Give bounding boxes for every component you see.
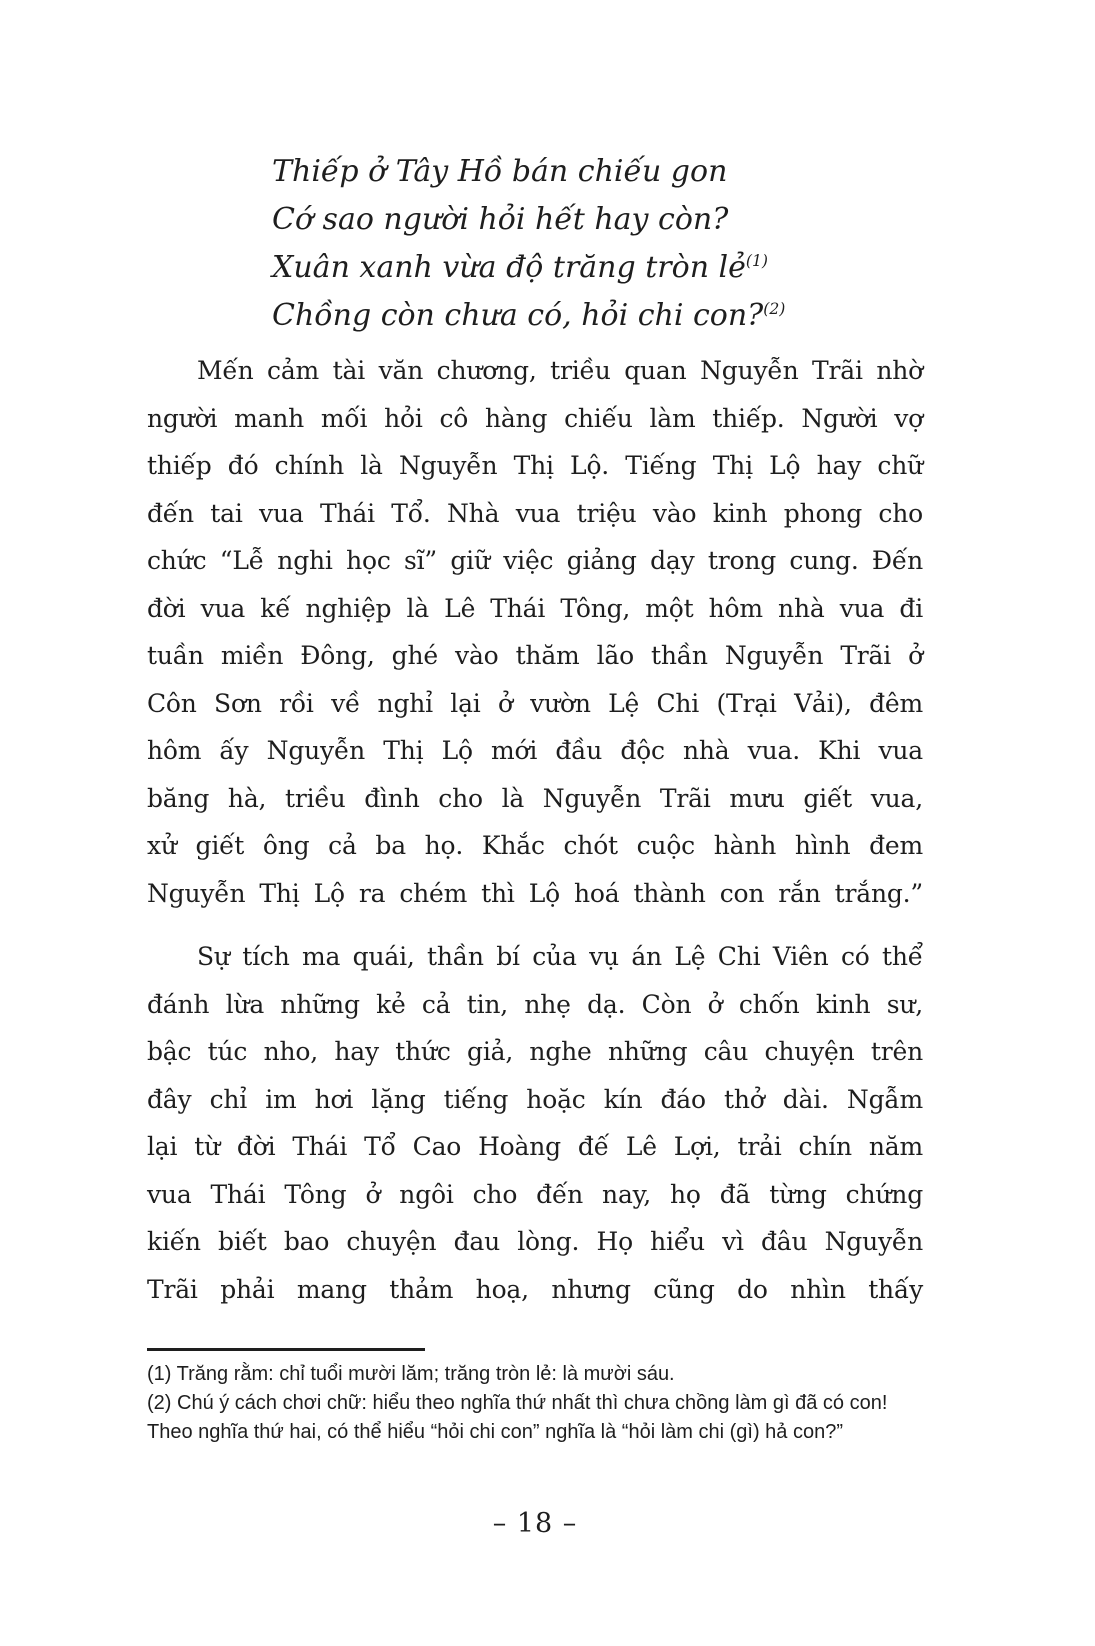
- body-line: đến tai vua Thái Tổ. Nhà vua triệu vào kinh phong cho: [147, 498, 923, 528]
- footnote-ref-1: (1): [745, 252, 768, 270]
- body-line: thiếp đó chính là Nguyễn Thị Lộ. Tiếng Thị Lộ hay chữ: [147, 451, 923, 480]
- poem-line: [272, 244, 785, 292]
- poem-line: [272, 292, 785, 340]
- body-line: bậc túc nho, hay thức giả, nghe những câu chuyện trên: [147, 1037, 923, 1066]
- poem-line: [272, 196, 785, 244]
- body-line: đây chỉ im hơi lặng tiếng hoặc kín đáo thở dài. Ngẫm: [147, 1084, 923, 1114]
- footnote-ref-2: (2): [763, 300, 786, 318]
- poem: [272, 148, 785, 340]
- footnotes: [147, 1360, 1027, 1447]
- paragraph-1: [147, 356, 923, 926]
- body-line: Nguyễn Thị Lộ ra chém thì Lộ hoá thành con rắn trắng.”: [147, 878, 923, 908]
- body-line: vua Thái Tông ở ngôi cho đến nay, họ đã từng chứng: [147, 1179, 923, 1209]
- body-line: Côn Sơn rồi về nghỉ lại ở vườn Lệ Chi (Trại Vải), đêm: [147, 688, 923, 718]
- body-line: Mến cảm tài văn chương, triều quan Nguyễn Trãi nhờ: [197, 356, 923, 385]
- footnote-separator: [147, 1348, 425, 1351]
- poem-line: [272, 148, 785, 196]
- body-text: [147, 356, 923, 1322]
- poem-line-text: Chồng còn chưa có, hỏi chi con?: [272, 298, 764, 333]
- page-number: – 18 –: [492, 1508, 578, 1539]
- paragraph-2: [147, 942, 923, 1322]
- body-line: chức “Lễ nghi học sĩ” giữ việc giảng dạy trong cung. Đến: [147, 546, 923, 575]
- poem-line-text: Thiếp ở Tây Hồ bán chiếu gon: [272, 154, 728, 189]
- body-line: Sự tích ma quái, thần bí của vụ án Lệ Chi Viên có thể: [197, 942, 923, 971]
- body-line: lại từ đời Thái Tổ Cao Hoàng đế Lê Lợi, trải chín năm: [147, 1132, 923, 1161]
- body-line: Trãi phải mang thảm hoạ, nhưng cũng do nhìn thấy: [147, 1274, 923, 1304]
- poem-line-text: Cớ sao người hỏi hết hay còn?: [272, 202, 729, 237]
- body-line: người manh mối hỏi cô hàng chiếu làm thiếp. Người vợ: [147, 403, 923, 433]
- body-line: hôm ấy Nguyễn Thị Lộ mới đầu độc nhà vua. Khi vua: [147, 736, 923, 765]
- body-line: đánh lừa những kẻ cả tin, nhẹ dạ. Còn ở chốn kinh sư,: [147, 989, 923, 1019]
- body-line: tuần miền Đông, ghé vào thăm lão thần Nguyễn Trãi ở: [147, 641, 923, 670]
- footnote-1: (1) Trăng rằm: chỉ tuổi mười lăm; trăng tròn lẻ: là mười sáu.: [147, 1363, 675, 1385]
- footnote-2: (2) Chú ý cách chơi chữ: hiểu theo nghĩa thứ nhất thì chưa chồng làm gì đã có con!: [147, 1392, 888, 1414]
- body-line: xử giết ông cả ba họ. Khắc chót cuộc hành hình đem: [147, 831, 923, 860]
- body-line: băng hà, triều đình cho là Nguyễn Trãi mưu giết vua,: [147, 783, 923, 813]
- footnote-2-continued: Theo nghĩa thứ hai, có thể hiểu “hỏi chi con” nghĩa là “hỏi làm chi (gì) hả con?”: [147, 1421, 844, 1443]
- body-line: kiến biết bao chuyện đau lòng. Họ hiểu vì đâu Nguyễn: [147, 1227, 923, 1256]
- body-line: đời vua kế nghiệp là Lê Thái Tông, một hôm nhà vua đi: [147, 593, 923, 623]
- poem-line-text: Xuân xanh vừa độ trăng tròn lẻ: [272, 250, 746, 285]
